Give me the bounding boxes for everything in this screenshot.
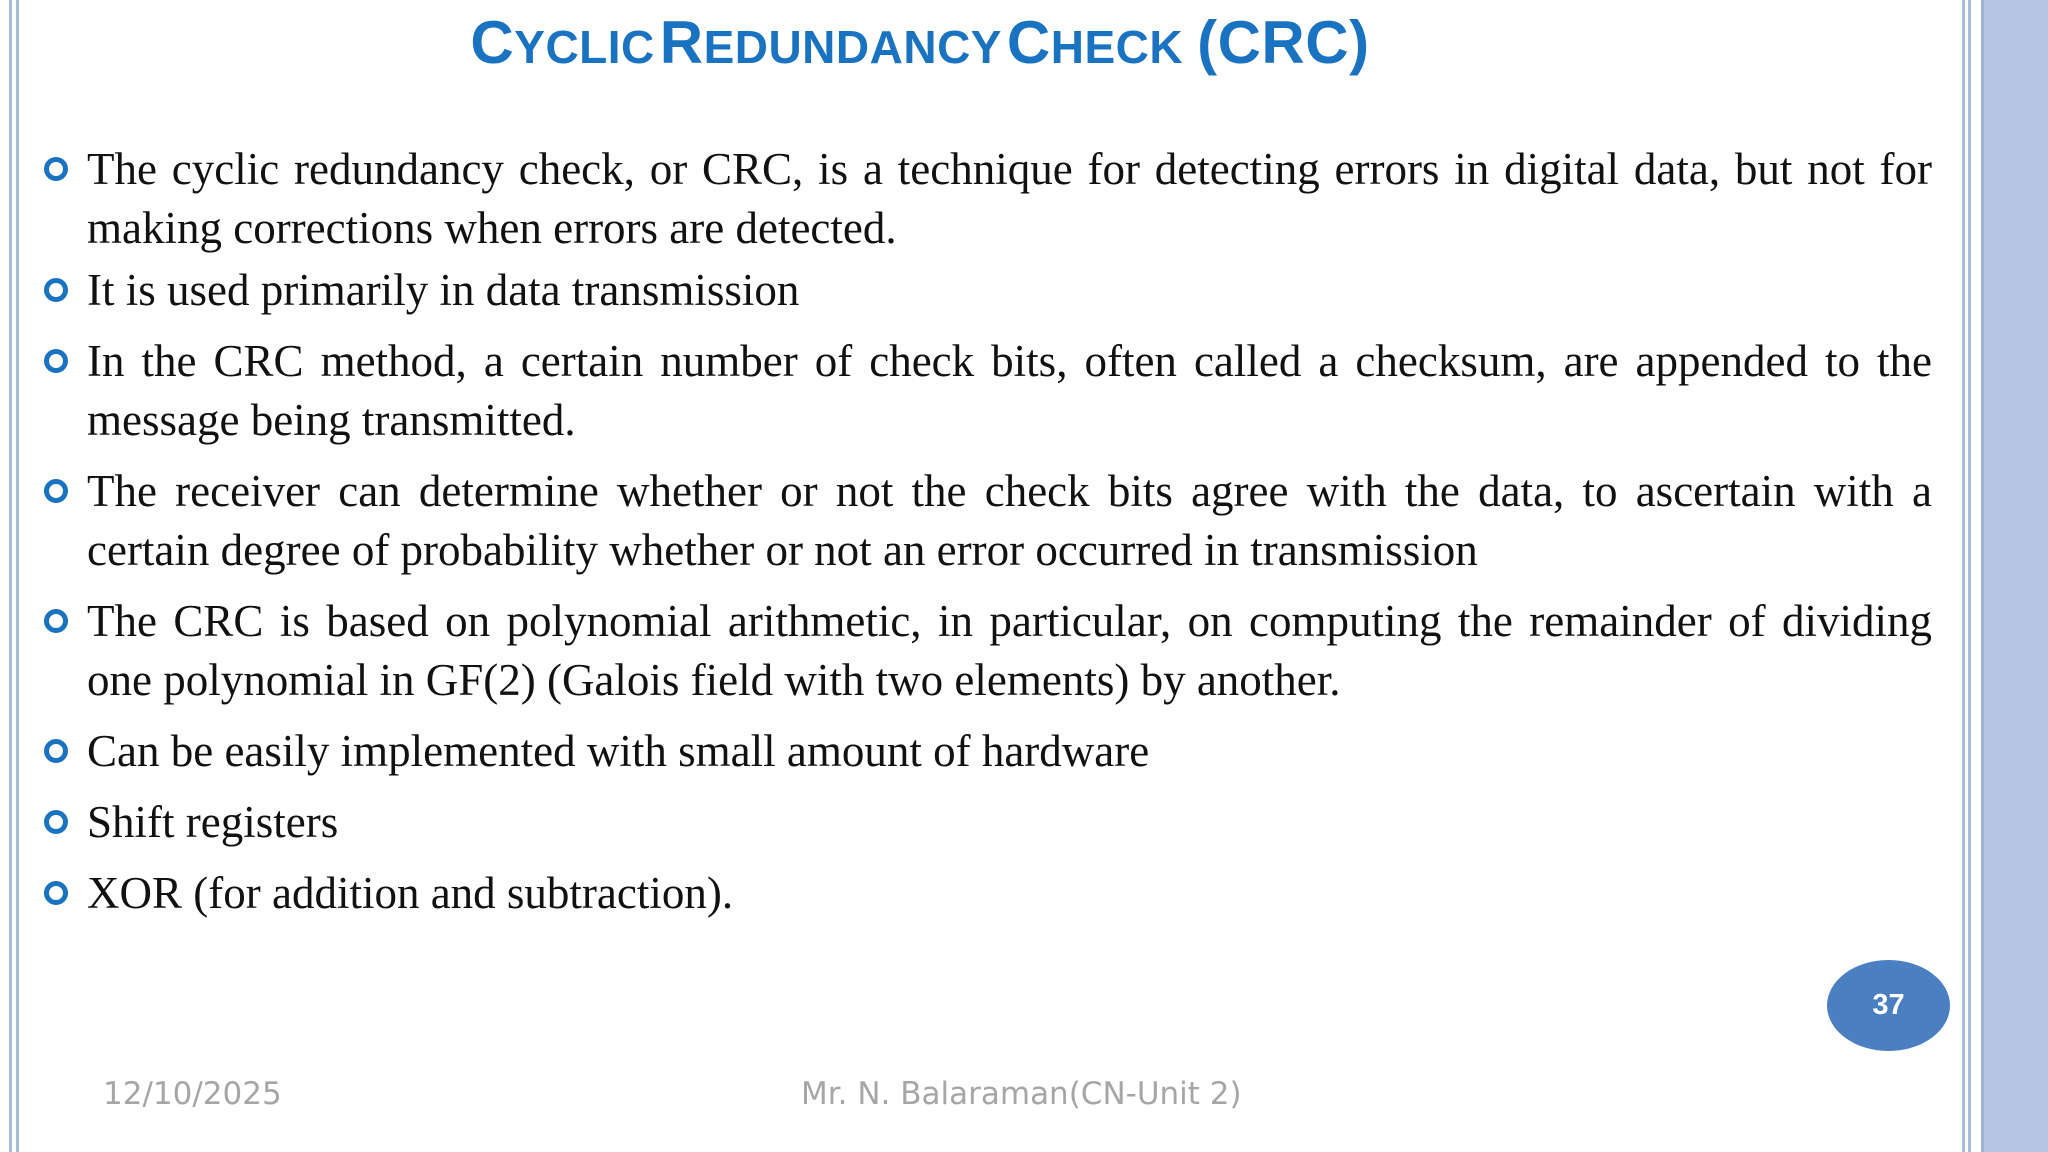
bullet-item — [42, 592, 1932, 710]
bullet-text: The CRC is based on polynomial arithmetic, in particular, on computing the remainder of dividing one polynomial in GF(2) (Galois field with two elements) by another. — [87, 596, 1932, 705]
bullet-item — [42, 140, 1932, 258]
right-border-band-edge — [1981, 0, 1984, 1152]
bullet-item — [42, 462, 1932, 580]
bullet-ring-icon — [44, 739, 68, 763]
bullet-item — [42, 722, 1932, 781]
bullet-text: The receiver can determine whether or not the check bits agree with the data, to ascertain with a certain degree of probability whether or not an error occurred in transmission — [87, 466, 1932, 575]
left-border-line — [9, 0, 12, 1152]
bullet-ring-icon — [44, 278, 68, 302]
footer-author: Mr. N. Balaraman(CN-Unit 2) — [801, 1076, 1242, 1112]
right-border-line — [1968, 0, 1971, 1152]
right-border-band — [1981, 0, 2048, 1152]
bullet-text: In the CRC method, a certain number of check bits, often called a checksum, are appended to the message being transmitted. — [87, 336, 1932, 445]
bullet-ring-icon — [44, 157, 68, 181]
bullet-text: The cyclic redundancy check, or CRC, is a technique for detecting errors in digital data, but not for making corrections when errors are detected. — [87, 144, 1932, 253]
bullet-text: Can be easily implemented with small amount of hardware — [87, 726, 1150, 776]
page-number: 37 — [1872, 989, 1905, 1021]
page-number-badge — [1827, 960, 1950, 1051]
bullet-ring-icon — [44, 349, 68, 373]
bullet-ring-icon — [44, 881, 68, 905]
bullet-item — [42, 864, 1932, 923]
bullet-text: It is used primarily in data transmission — [87, 265, 800, 315]
bullet-list — [42, 140, 1932, 923]
slide-title: CYCLIC REDUNDANCY CHECK (CRC) — [470, 9, 1370, 76]
bullet-text: XOR (for addition and subtraction). — [87, 868, 734, 918]
bullet-ring-icon — [44, 810, 68, 834]
bullet-item — [42, 261, 1932, 320]
bullet-ring-icon — [44, 479, 68, 503]
bullet-text: Shift registers — [87, 797, 339, 847]
footer-date: 12/10/2025 — [103, 1076, 282, 1112]
bullet-item — [42, 332, 1932, 450]
bullet-ring-icon — [44, 609, 68, 633]
right-border-line — [1962, 0, 1965, 1152]
bullet-item — [42, 793, 1932, 852]
left-border-line — [16, 0, 19, 1152]
